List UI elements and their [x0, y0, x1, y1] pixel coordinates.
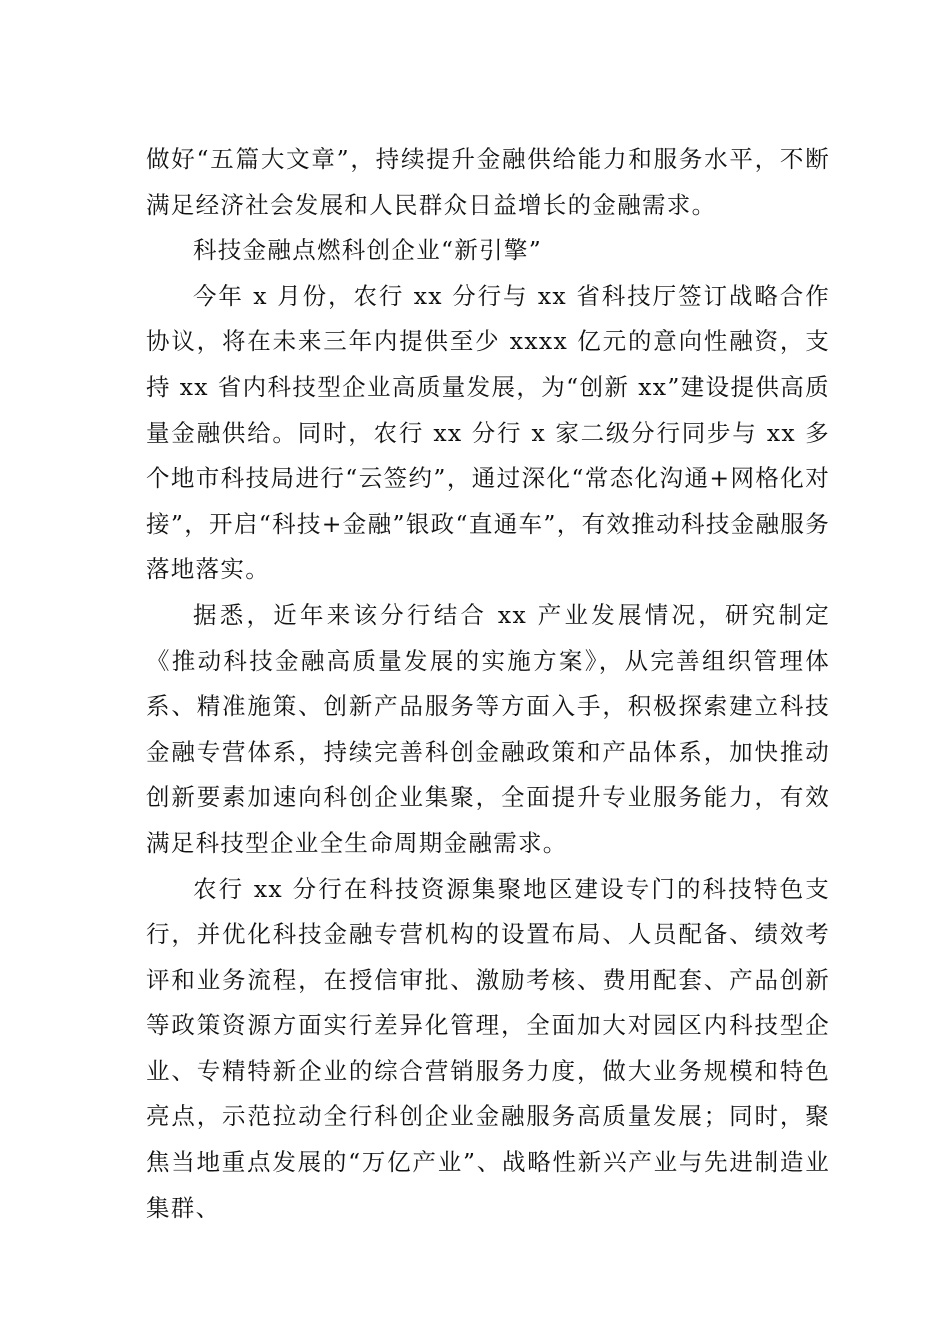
- section-heading: 科技金融点燃科创企业“新引擎”: [193, 236, 543, 265]
- body-paragraph-1: 今年 x 月份，农行 xx 分行与 xx 省科技厅签订战略合作协议，将在未来三年内提供至少 xxxx 亿元的意向性融资，支持 xx 省内科技型企业高质量发展，为“创新 xx”建设提供高质量金融供给。同时，农行 xx 分行 x 家二级分行同步与 xx 多个地市科技局进行“云签约”，通过深化“常态化沟通+网格化对接”，开启“科技+金融”银政“直通车”，有效推动科技金融服务落地落实。: [146, 281, 830, 584]
- continuation-paragraph: 做好“五篇大文章”，持续提升金融供给能力和服务水平，不断满足经济社会发展和人民群众日益增长的金融需求。: [146, 145, 830, 219]
- body-paragraph-3: 农行 xx 分行在科技资源集聚地区建设专门的科技特色支行，并优化科技金融专营机构的设置布局、人员配备、绩效考评和业务流程，在授信审批、激励考核、费用配套、产品创新等政策资源方面实行差异化管理，全面加大对园区内科技型企业、专精特新企业的综合营销服务力度，做大业务规模和特色亮点，示范拉动全行科创企业金融服务高质量发展；同时，聚焦当地重点发展的“万亿产业”、战略性新兴产业与先进制造业集群、: [146, 874, 830, 1222]
- body-paragraph-2: 据悉，近年来该分行结合 xx 产业发展情况，研究制定《推动科技金融高质量发展的实施方案》，从完善组织管理体系、精准施策、创新产品服务等方面入手，积极探索建立科技金融专营体系，持续完善科创金融政策和产品体系，加快推动创新要素加速向科创企业集聚，全面提升专业服务能力，有效满足科技型企业全生命周期金融需求。: [146, 600, 830, 857]
